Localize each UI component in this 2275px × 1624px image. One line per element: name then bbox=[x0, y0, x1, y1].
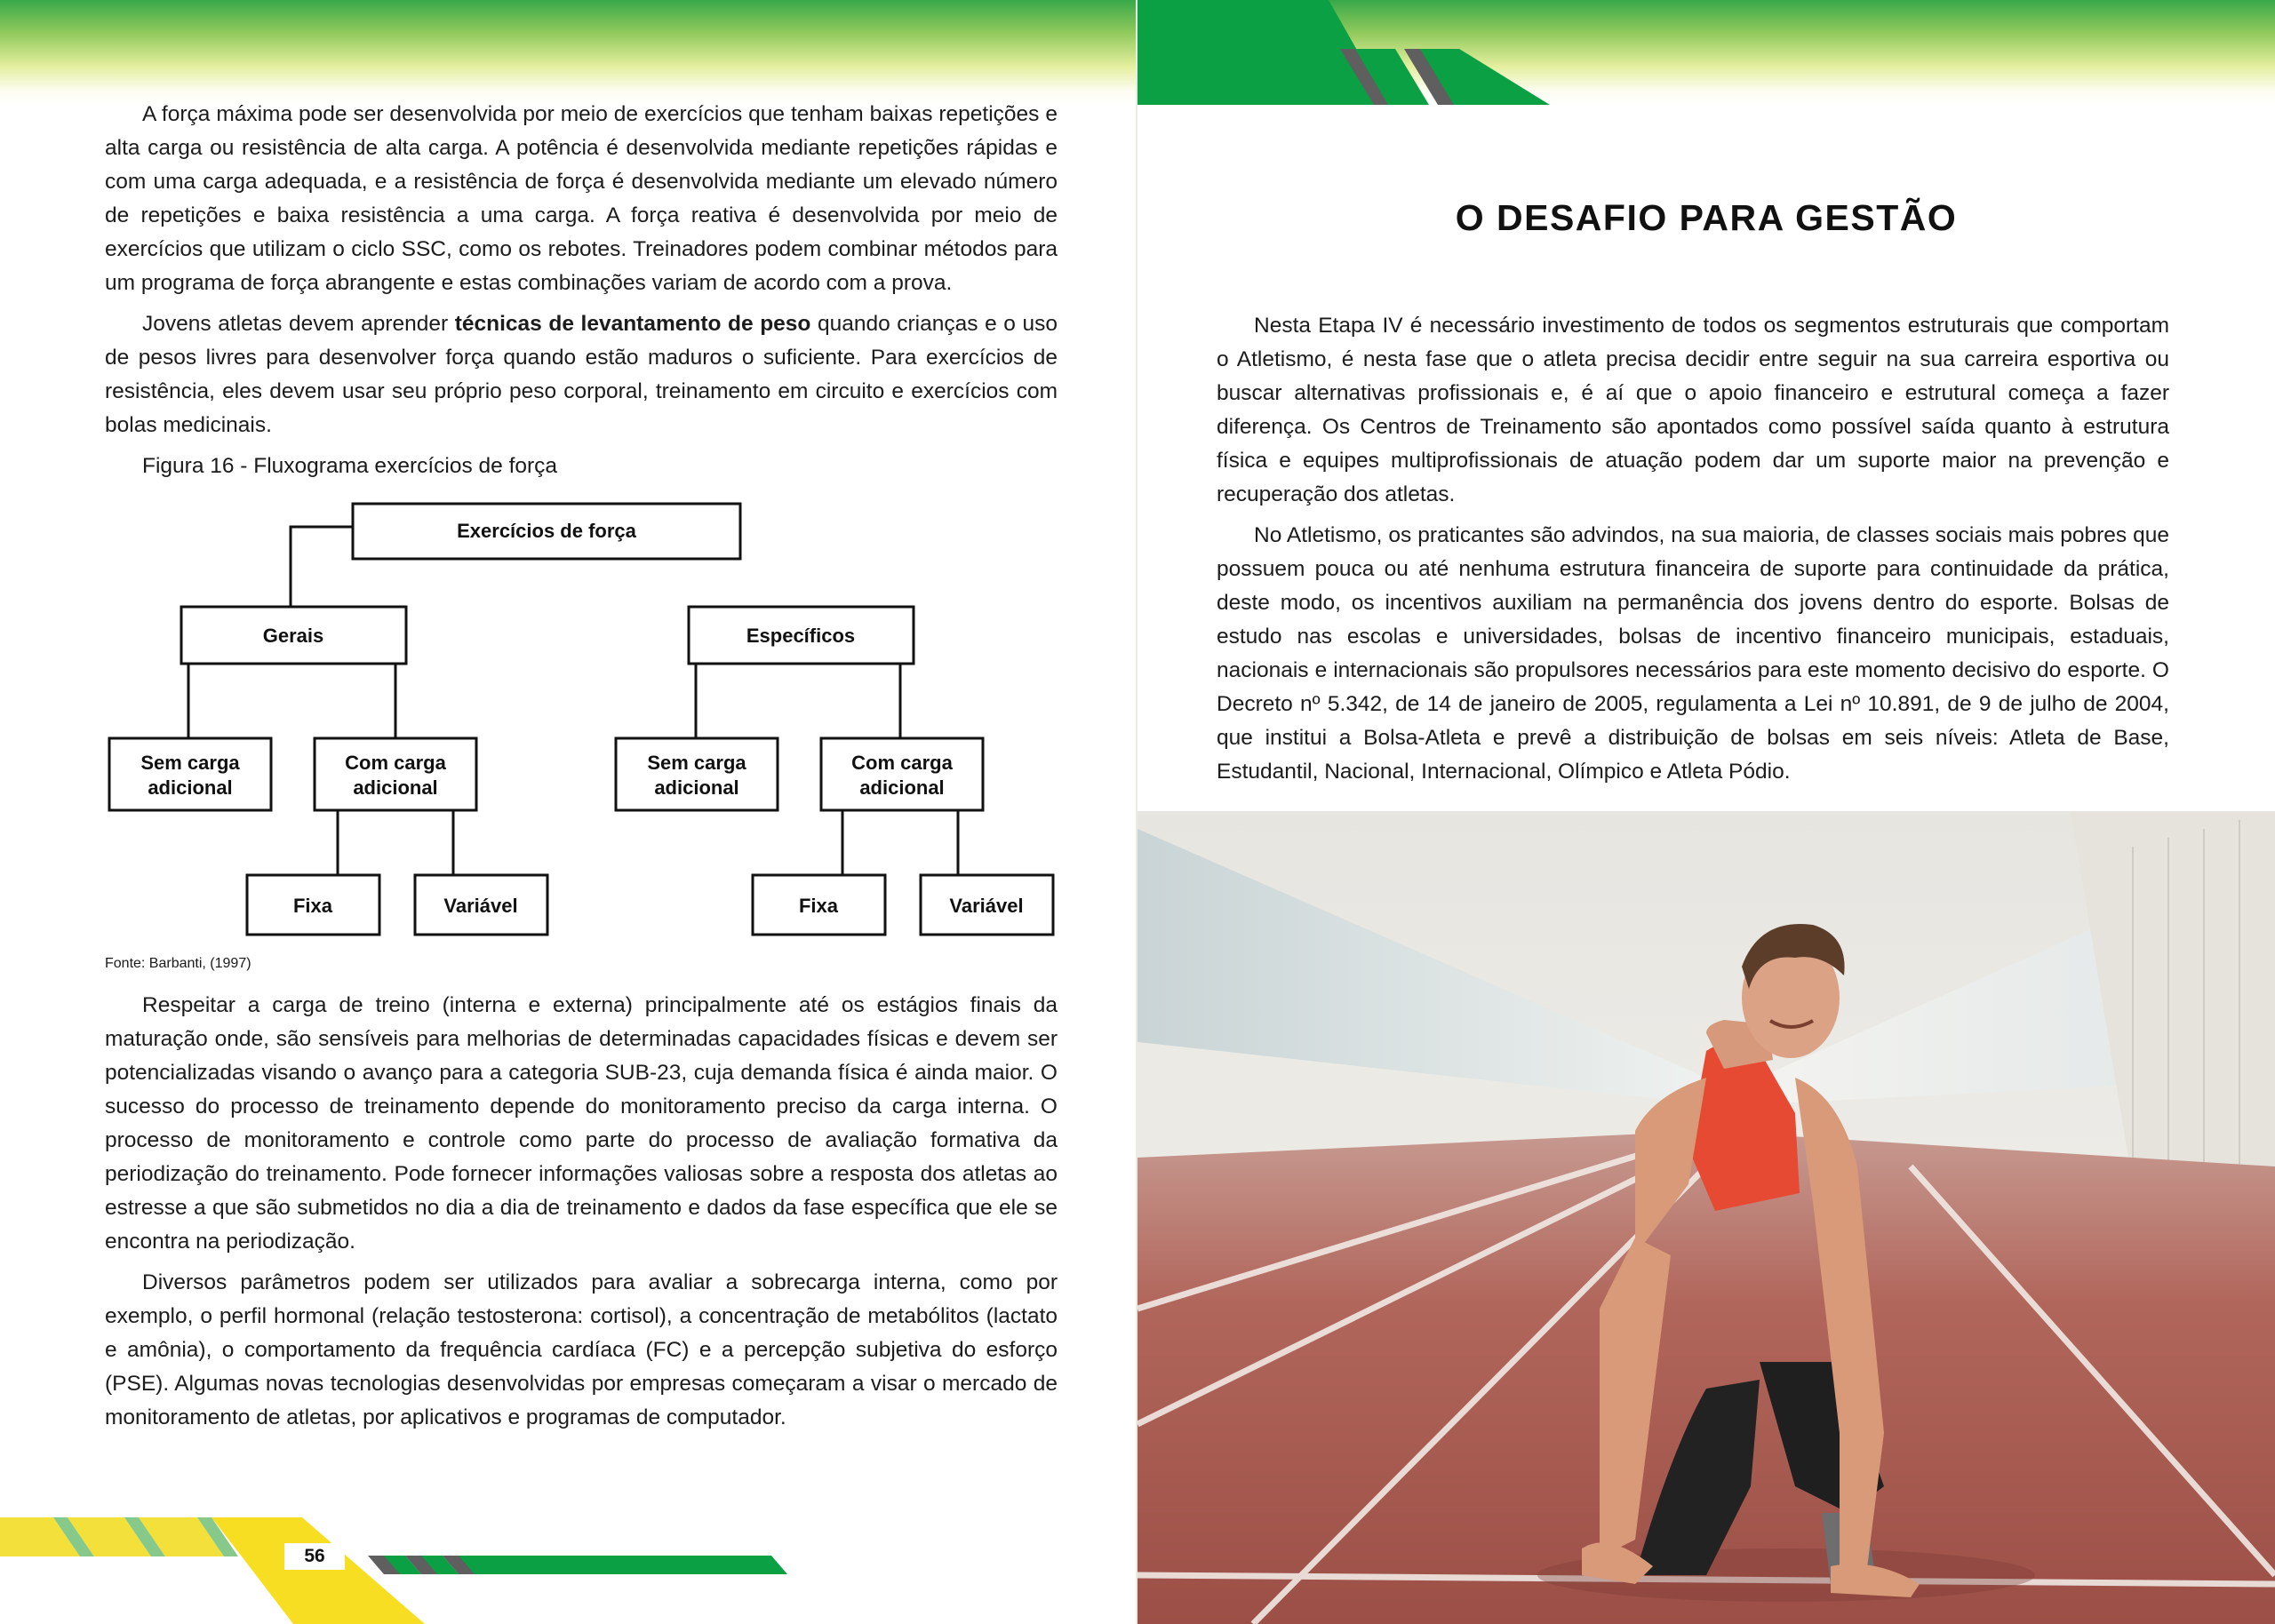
node-label-line1: Sem carga bbox=[647, 752, 746, 774]
node-gerais-sem-carga bbox=[109, 738, 271, 810]
paragraph-jovens-atletas: Jovens atletas devem aprender técnicas de levantamento de peso quando crianças e o uso de pesos livres para desenvolver força quando estão maduros o suficiente. Para exercícios de resistência, eles devem usar seu próprio peso corporal, treinamento em circuito e exercícios com bolas medicinais. bbox=[105, 312, 1058, 437]
node-especificos-label: Específicos bbox=[746, 625, 856, 647]
paragraph-forca-maxima: A força máxima pode ser desenvolvida por meio de exercícios que tenham baixas repetições e alta carga ou resistência de alta carga. A potência é desenvolvida mediante repetições rápidas e com uma carga adequada, e a resistência de força é desenvolvida mediante um elevado número de repetições e baixa resistência a uma carga. A força reativa é desenvolvida por meio de exercícios que utilizam o ciclo SSC, como os rebotes. Treinadores podem combinar métodos para um programa de força abrangente e estas combinações variam de acordo com a prova. bbox=[105, 102, 1058, 295]
top-corner-decoration bbox=[1138, 0, 1600, 111]
node-especificos-com-carga bbox=[821, 738, 983, 810]
node-gerais-variavel bbox=[415, 875, 547, 935]
node-especificos-fixa bbox=[753, 875, 885, 935]
node-fixa-label: Fixa bbox=[798, 895, 839, 917]
bottom-decoration bbox=[0, 1493, 1138, 1624]
node-root bbox=[353, 504, 740, 559]
bold-tecnicas: técnicas de levantamento de peso bbox=[454, 312, 811, 336]
paragraph-carga-treino: Respeitar a carga de treino (interna e externa) principalmente até os estágios finais da maturação onde, são sensíveis para melhorias de determinadas capacidades físicas e devem ser potencializadas visando o avanço para a categoria SUB-23, cuja demanda física é ainda maior. O sucesso do processo de treinamento depende do monitoramento preciso da carga interna. O processo de monitoramento e controle como parte do processo de avaliação formativa da periodização do treinamento. Pode fornecer informações valiosas sobre a resposta dos atletas ao estresse a que são submetidos no dia a dia de treinamento e dados da fase específica que ele se encontra na periodização. bbox=[105, 993, 1058, 1254]
athlete-on-track-illustration bbox=[1138, 811, 2275, 1624]
node-gerais-fixa bbox=[247, 875, 379, 935]
node-label-line1: Com carga bbox=[345, 752, 446, 774]
node-root-label: Exercícios de força bbox=[457, 520, 636, 542]
node-especificos-variavel bbox=[921, 875, 1053, 935]
node-label-line2: adicional bbox=[859, 776, 945, 799]
node-especificos bbox=[689, 607, 914, 664]
flowchart-connectors bbox=[188, 527, 958, 875]
right-page bbox=[1138, 0, 2275, 1624]
strength-exercises-flowchart bbox=[98, 493, 1066, 946]
node-variavel-label: Variável bbox=[949, 895, 1024, 917]
node-variavel-label: Variável bbox=[443, 895, 518, 917]
node-label-line2: adicional bbox=[148, 776, 233, 799]
node-label-line2: adicional bbox=[654, 776, 739, 799]
athlete-photo bbox=[1138, 811, 2275, 1624]
paragraph-etapa-iv: Nesta Etapa IV é necessário investimento de todos os segmentos estruturais que comportam o Atletismo, é nesta fase que o atleta precisa decidir entre seguir na sua carreira esportiva ou buscar alternativas profissionais e, é aí que o apoio financeiro e estrutural começa a fazer diferença. Os Centros de Treinamento são apontados como possível saída quanto à estrutura física e equipes multiprofissionais de atuação podem dar um suporte maior na prevenção e recuperação dos atletas. bbox=[1217, 314, 2169, 506]
node-gerais bbox=[181, 607, 406, 664]
node-fixa-label: Fixa bbox=[292, 895, 333, 917]
node-label-line1: Com carga bbox=[851, 752, 953, 774]
figure-caption: Figura 16 - Fluxograma exercícios de força bbox=[142, 454, 558, 478]
top-gradient-band bbox=[0, 0, 1138, 107]
node-label-line1: Sem carga bbox=[140, 752, 240, 774]
node-especificos-sem-carga bbox=[616, 738, 778, 810]
node-gerais-label: Gerais bbox=[262, 625, 324, 647]
page-number: 56 bbox=[284, 1543, 345, 1570]
figure-source: Fonte: Barbanti, (1997) bbox=[105, 956, 251, 971]
paragraph-bolsa-atleta: No Atletismo, os praticantes são advindos, na sua maioria, de classes sociais mais pobres que possuem pouca ou até nenhuma estrutura financeira de suporte para continuidade da prática, deste modo, os incentivos auxiliam na permanência dos jovens dentro do esporte. Bolsas de estudo nas escolas e universidades, bolsas de incentivo financeiro municipais, estaduais, nacionais e internacionais são propulsores necessários para este momento decisivo do esporte. O Decreto nº 5.342, de 14 de janeiro de 2005, regulamenta a Lei nº 10.891, de 9 de julho de 2004, que institui a Bolsa-Atleta e prevê a distribuição de bolsas em seis níveis: Atleta de Base, Estudantil, Nacional, Internacional, Olímpico e Atleta Pódio. bbox=[1217, 523, 2169, 784]
node-gerais-com-carga bbox=[315, 738, 476, 810]
section-title: O DESAFIO PARA GESTÃO bbox=[1455, 197, 1958, 238]
paragraph-parametros: Diversos parâmetros podem ser utilizados para avaliar a sobrecarga interna, como por exemplo, o perfil hormonal (relação testosterona: cortisol), a concentração de metabólitos (lactato e amônia), o comportamento da frequência cardíaca (FC) e a percepção subjetiva do esforço (PSE). Algumas novas tecnologias desenvolvidas por empresas começaram a visar o mercado de monitoramento de atletas, por aplicativos e programas de computador. bbox=[105, 1270, 1058, 1429]
node-label-line2: adicional bbox=[353, 776, 438, 799]
